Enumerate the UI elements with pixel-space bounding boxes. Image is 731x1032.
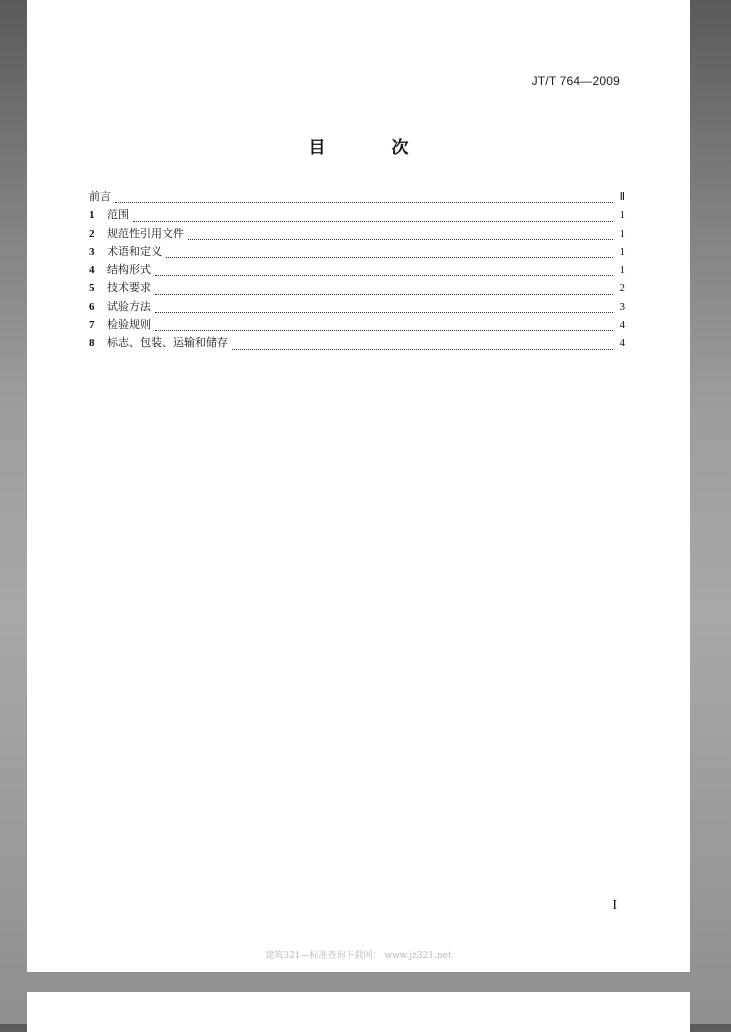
toc-leader-dots: [155, 294, 613, 295]
toc-entry-label: 前言: [89, 190, 111, 203]
toc-entry-number: 4: [89, 264, 95, 277]
toc-leader-dots: [115, 202, 613, 203]
toc-leader-dots: [155, 275, 613, 276]
toc-entry-number: 2: [89, 227, 95, 240]
toc-leader-dots: [166, 257, 613, 258]
toc-entry-number: 5: [89, 282, 95, 295]
toc-leader-dots: [232, 349, 613, 350]
toc-entry-normative-references[interactable]: [89, 225, 625, 243]
toc-entry-label: 规范性引用文件: [107, 226, 184, 240]
next-document-page[interactable]: [27, 992, 690, 1032]
watermark-text: 建筑321—标准查询下载网： www.jz321.net: [265, 951, 452, 961]
toc-leader-dots: [155, 312, 613, 313]
toc-entry-number: 1: [89, 209, 95, 222]
toc-entry-label: 检验规则: [107, 318, 151, 332]
toc-entry-label: 结构形式: [107, 263, 151, 277]
toc-entry-technical-requirements[interactable]: [89, 279, 625, 297]
toc-entry-structure[interactable]: [89, 261, 625, 279]
toc-entry-test-methods[interactable]: [89, 298, 625, 316]
document-page[interactable]: [27, 0, 690, 972]
toc-entry-page: 2: [619, 282, 625, 295]
toc-entry-label: 标志、包装、运输和储存: [107, 336, 228, 350]
toc-entry-label: 技术要求: [107, 281, 151, 295]
toc-entry-page: 1: [619, 245, 625, 258]
toc-entry-label: 术语和定义: [107, 244, 162, 258]
toc-entry-page: 4: [619, 319, 625, 332]
toc-entry-number: 7: [89, 319, 95, 332]
toc-entry-terms-definitions[interactable]: [89, 243, 625, 261]
toc-entry-number: 8: [89, 337, 95, 350]
toc-entry-number: 3: [89, 245, 95, 258]
toc-leader-dots: [155, 330, 613, 331]
toc-entry-marking-packaging[interactable]: [89, 334, 625, 352]
toc-entry-page: 1: [619, 264, 625, 277]
toc-entry-label: 范围: [107, 208, 129, 222]
toc-entry-page: 4: [619, 337, 625, 350]
toc-entry-page: 1: [619, 227, 625, 240]
toc-leader-dots: [133, 221, 613, 222]
standard-code: JT/T 764—2009: [531, 74, 620, 88]
toc-leader-dots: [188, 239, 613, 240]
toc-entry-page: Ⅱ: [619, 191, 625, 203]
toc-entry-label: 试验方法: [107, 299, 151, 313]
toc-entry-page: 3: [619, 300, 625, 313]
page-number: I: [612, 898, 617, 913]
toc-entry-number: 6: [89, 300, 95, 313]
toc-entry-preface[interactable]: [89, 188, 625, 206]
toc-entry-page: 1: [619, 209, 625, 222]
table-of-contents: [89, 188, 625, 353]
toc-title: 目 次: [308, 138, 439, 158]
toc-entry-scope[interactable]: [89, 206, 625, 224]
toc-entry-inspection-rules[interactable]: [89, 316, 625, 334]
